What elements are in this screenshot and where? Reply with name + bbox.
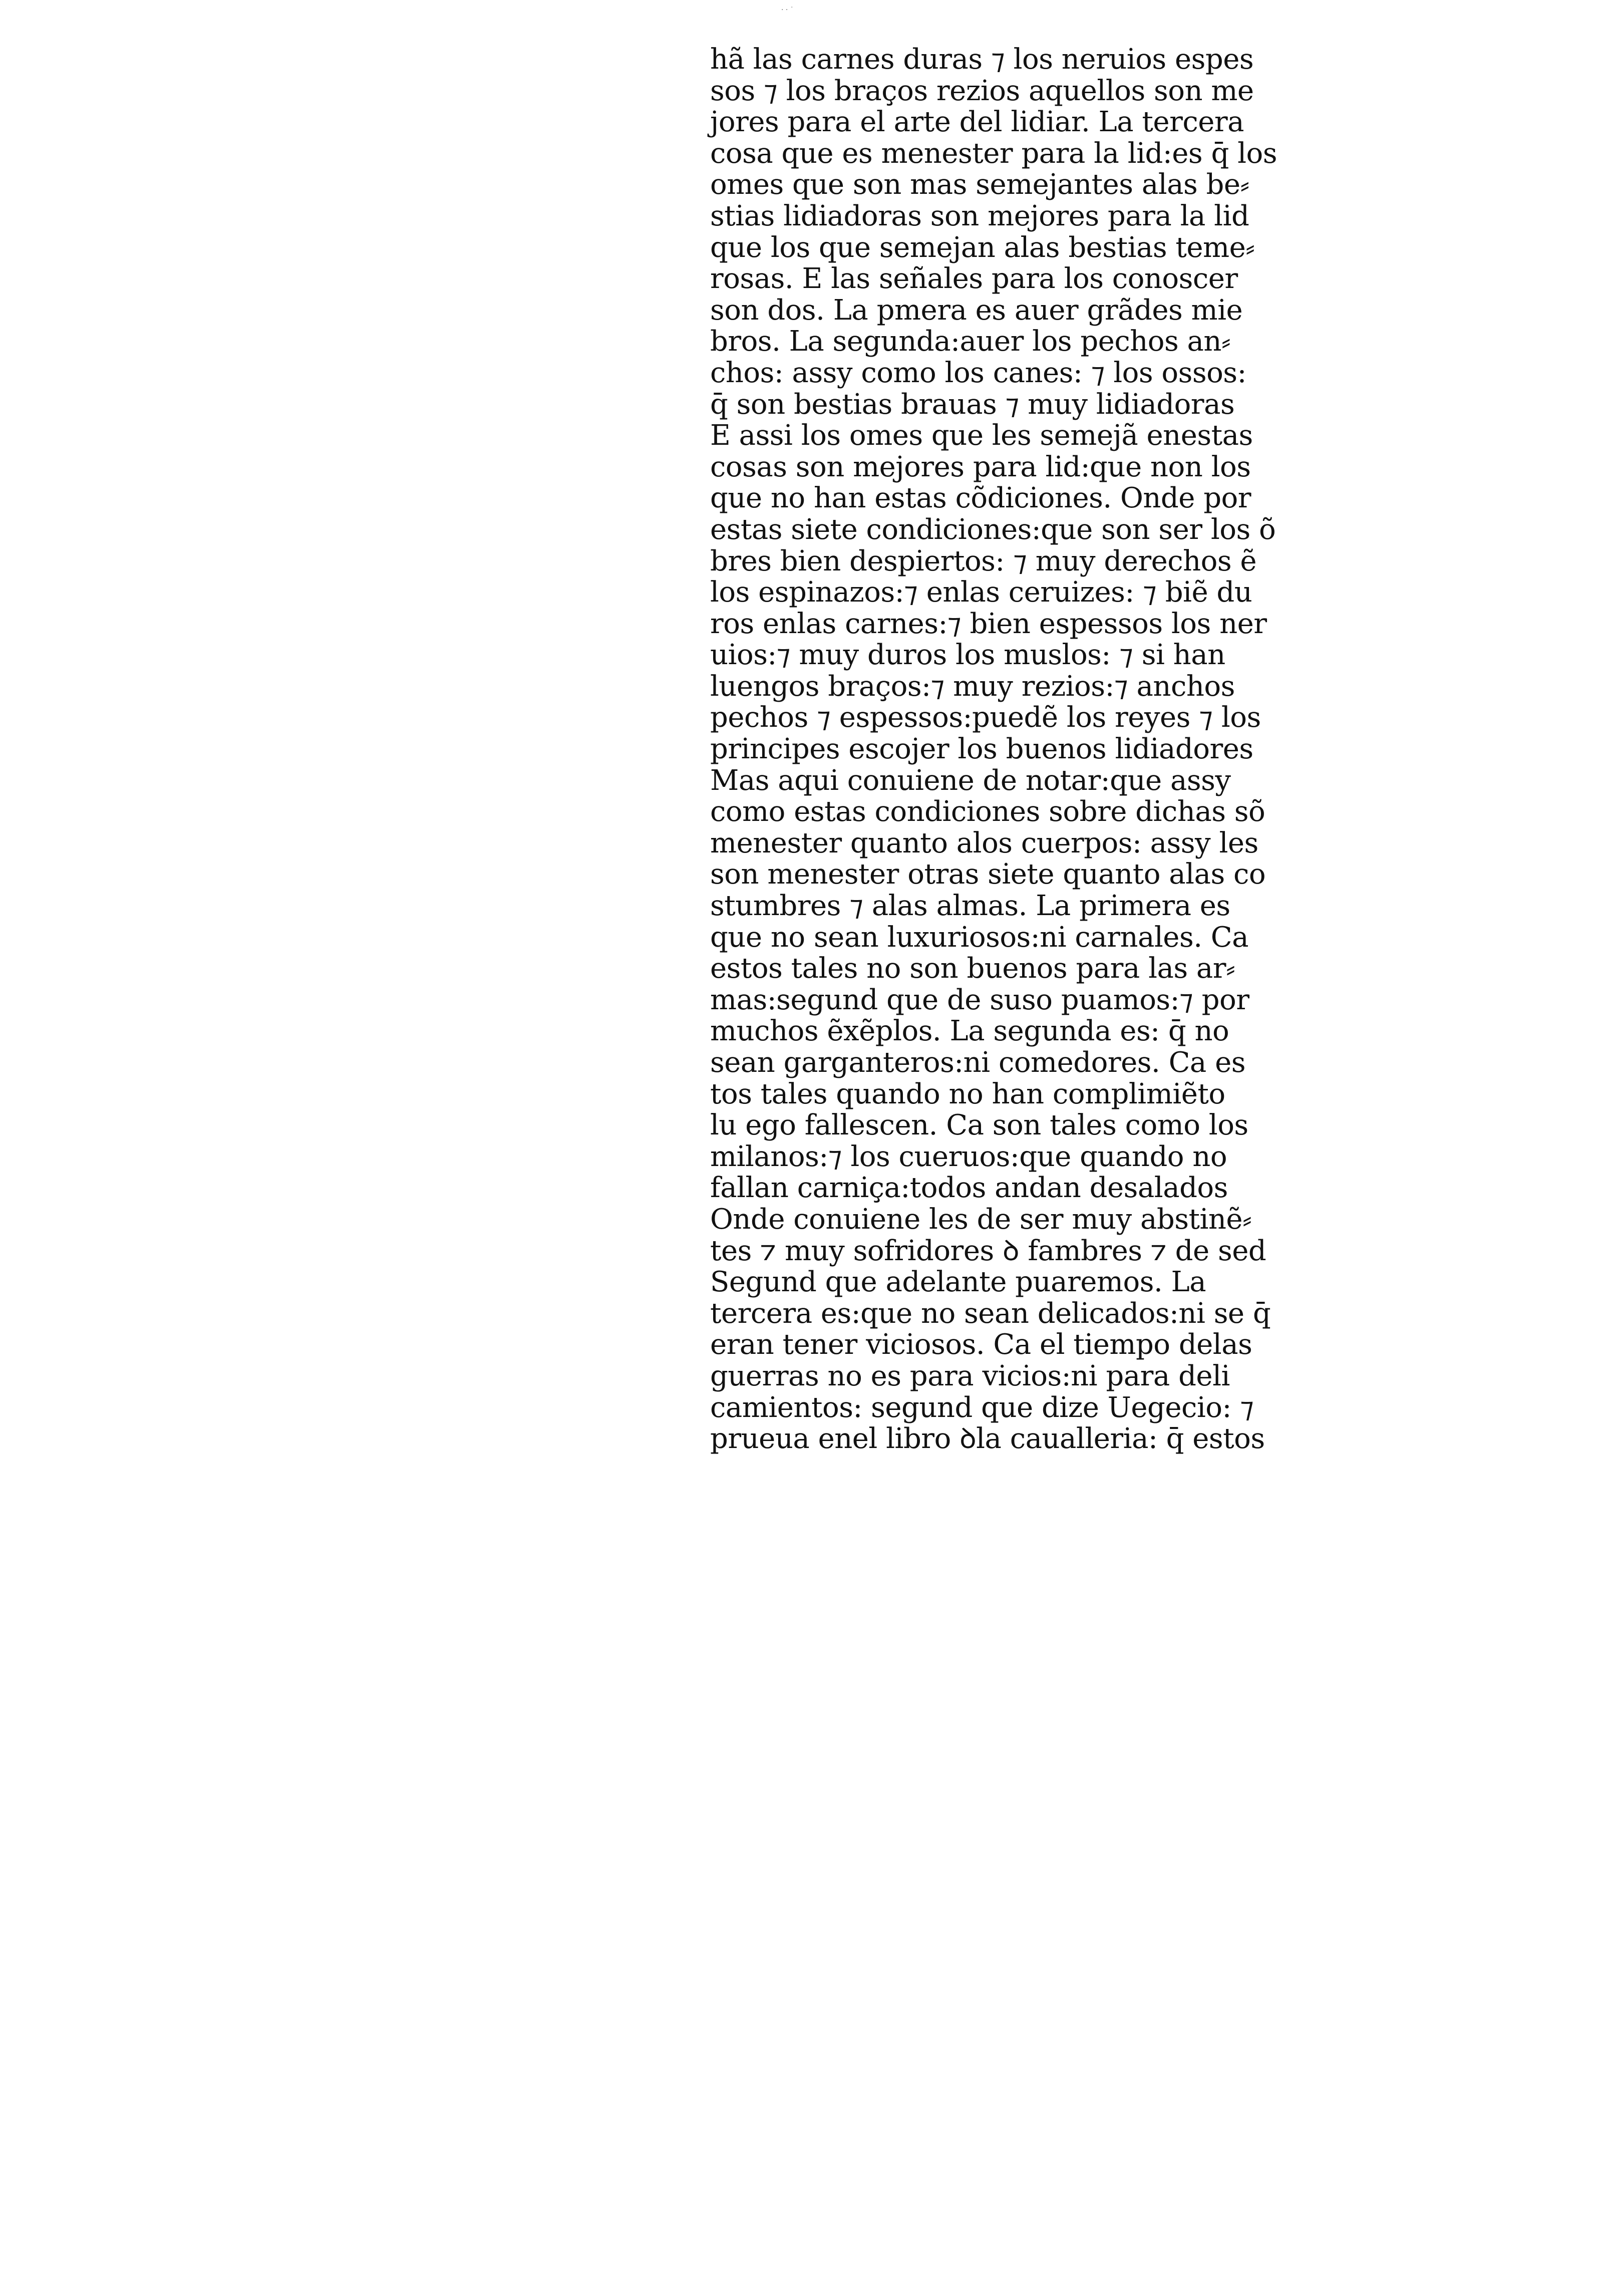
text-line: sos ⁊ los braços rezios aquellos son me <box>710 74 1254 107</box>
text-line: lu ego fallescen. Ca son tales como los <box>710 1109 1248 1142</box>
text-line: pechos ⁊ espessos:puedẽ los reyes ⁊ los <box>710 701 1261 734</box>
text-line: principes escojer los buenos lidiadores <box>710 733 1253 766</box>
text-line: son dos. La pmera es auer grãdes mie <box>710 294 1243 327</box>
text-line: muchos ẽxẽplos. La segunda es: q̄ no <box>710 1015 1229 1048</box>
text-line: bres bien despiertos: ⁊ muy derechos ẽ <box>710 544 1257 578</box>
text-line: stias lidiadoras son mejores para la lid <box>710 199 1249 232</box>
text-line: milanos:⁊ los cueruos:que quando no <box>710 1140 1227 1173</box>
text-line: omes que son mas semejantes alas be⸗ <box>710 168 1249 201</box>
text-line: ros enlas carnes:⁊ bien espessos los ner <box>710 607 1267 640</box>
text-line: luengos braços:⁊ muy rezios:⁊ anchos <box>710 670 1235 703</box>
text-line: jores para el arte del lidiar. La tercera <box>710 106 1244 139</box>
text-line: cosas son mejores para lid:que non los <box>710 450 1251 483</box>
text-line: prueua enel libro ꝺla caualleria: q̄ estos <box>710 1422 1265 1456</box>
text-line: stumbres ⁊ alas almas. La primera es <box>710 890 1230 923</box>
text-line: q̄ son bestias brauas ⁊ muy lidiadoras <box>710 388 1235 421</box>
text-line: son menester otras siete quanto alas co <box>710 858 1266 891</box>
text-line: bros. La segunda:auer los pechos an⸗ <box>710 325 1231 358</box>
text-line: eran tener viciosos. Ca el tiempo delas <box>710 1328 1252 1361</box>
text-line: guerras no es para vicios:ni para deli <box>710 1359 1230 1392</box>
text-line: como estas condiciones sobre dichas sõ <box>710 795 1265 828</box>
text-line: sean garganteros:ni comedores. Ca es <box>710 1046 1245 1079</box>
text-line: mas:segund que de suso puamos:⁊ por <box>710 983 1249 1016</box>
text-line: chos: assy como los canes: ⁊ los ossos: <box>710 356 1246 389</box>
text-line: camientos: segund que dize Uegecio: ⁊ <box>710 1391 1254 1424</box>
text-line: E assi los omes que les semejã enestas <box>710 419 1253 452</box>
text-line: menester quanto alos cuerpos: assy les <box>710 826 1258 859</box>
text-line: los espinazos:⁊ enlas ceruizes: ⁊ biẽ du <box>710 576 1252 609</box>
text-line: Onde conuiene les de ser muy abstinẽ⸗ <box>710 1203 1252 1236</box>
text-line: rosas. E las señales para los conoscer <box>710 262 1238 296</box>
text-line: uios:⁊ muy duros los muslos: ⁊ si han <box>710 639 1225 672</box>
text-line: fallan carniça:todos andan desalados <box>710 1172 1228 1205</box>
text-line: estas siete condiciones:que son ser los õ <box>710 513 1276 546</box>
text-line: tes ⁊ muy sofridores ꝺ fambres ⁊ de sed <box>710 1234 1266 1267</box>
text-line: que no han estas cõdiciones. Onde por <box>710 482 1251 515</box>
text-line: tos tales quando no han complimiẽto <box>710 1077 1225 1110</box>
text-line: hã las carnes duras ⁊ los neruios espes <box>710 43 1254 76</box>
top-marks: · · ˙ <box>781 6 794 14</box>
text-line: cosa que es menester para la lid:es q̄ los <box>710 137 1277 170</box>
text-line: que los que semejan alas bestias teme⸗ <box>710 231 1255 264</box>
text-line: Mas aqui conuiene de notar:que assy <box>710 764 1231 797</box>
text-line: Segund que adelante puaremos. La <box>710 1266 1206 1299</box>
text-column <box>710 44 1331 1455</box>
text-line: tercera es:que no sean delicados:ni se q̄ <box>710 1297 1271 1330</box>
text-line: que no sean luxuriosos:ni carnales. Ca <box>710 921 1249 954</box>
text-line: estos tales no son buenos para las ar⸗ <box>710 952 1235 985</box>
